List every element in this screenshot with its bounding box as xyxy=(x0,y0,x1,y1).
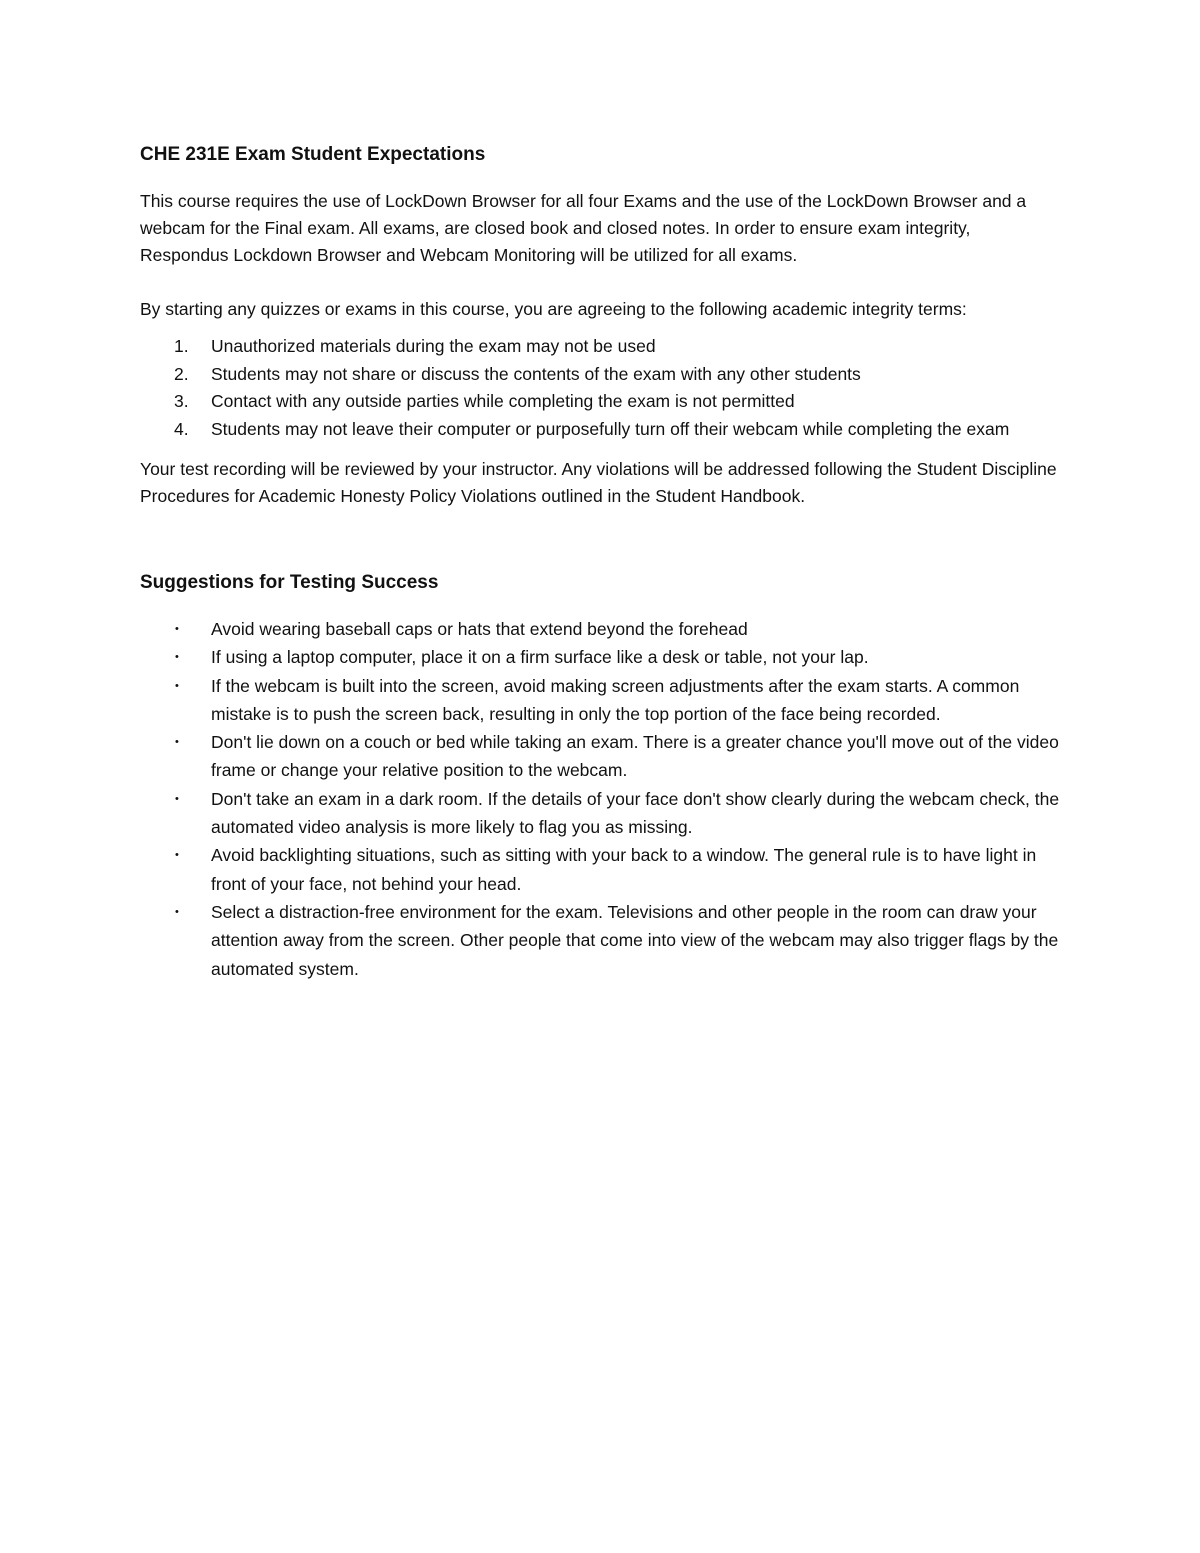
list-item xyxy=(140,615,1060,643)
suggestions-list xyxy=(140,615,1060,983)
list-item-text: Contact with any outside parties while completing the exam is not permitted xyxy=(211,391,795,411)
list-item-text: Don't lie down on a couch or bed while taking an exam. There is a greater chance you'll move out of the video frame or change your relative position to the webcam. xyxy=(211,732,1059,781)
list-item-text: Students may not share or discuss the contents of the exam with any other students xyxy=(211,363,861,384)
list-item xyxy=(140,728,1060,785)
bullet-icon: • xyxy=(175,736,179,749)
list-item-text: Students may not leave their computer or purposefully turn off their webcam while completing the exam xyxy=(211,418,1010,439)
list-item-text: If using a laptop computer, place it on a firm surface like a desk or table, not your lap. xyxy=(211,647,869,668)
list-item xyxy=(140,416,1060,444)
bullet-icon: • xyxy=(175,623,179,635)
review-notice-paragraph: Your test recording will be reviewed by your instructor. Any violations will be addressed following the Student Discipline Procedures for Academic Honesty Policy Violations outlined in the Student Handbook. xyxy=(140,459,1057,506)
list-item xyxy=(140,643,1060,671)
list-item xyxy=(140,898,1060,983)
list-item-text: Avoid wearing baseball caps or hats that extend beyond the forehead xyxy=(211,619,748,639)
list-item xyxy=(140,361,1060,389)
list-number: 1. xyxy=(174,336,189,356)
list-item-text: Select a distraction-free environment for the exam. Televisions and other people in the room can draw your attention away from the screen. Other people that come into view of the webcam may also trigger flags by the automated system. xyxy=(211,901,1059,979)
list-number: 4. xyxy=(174,418,189,439)
intro-paragraph: This course requires the use of LockDown Browser for all four Exams and the use of the LockDown Browser and a webcam for the Final exam. All exams, are closed book and closed notes. In order to ensure exam integrity, Respondus Lockdown Browser and Webcam Monitoring will be utilized for all exams. xyxy=(140,191,1027,265)
list-item-text: Avoid backlighting situations, such as sitting with your back to a window. The general rule is to have light in front of your face, not behind your head. xyxy=(211,845,1037,894)
list-item xyxy=(140,841,1060,898)
bullet-icon: • xyxy=(175,849,179,862)
document-title: CHE 231E Exam Student Expectations xyxy=(140,144,486,165)
agreement-paragraph: By starting any quizzes or exams in this course, you are agreeing to the following academic integrity terms: xyxy=(140,299,967,319)
suggestions-heading: Suggestions for Testing Success xyxy=(140,572,439,593)
list-item-text: Unauthorized materials during the exam may not be used xyxy=(211,336,656,356)
list-item-text: Don't take an exam in a dark room. If the details of your face don't show clearly during the webcam check, the automated video analysis is more likely to flag you as missing. xyxy=(211,788,1060,838)
list-item xyxy=(140,672,1060,729)
list-item-text: If the webcam is built into the screen, avoid making screen adjustments after the exam starts. A common mistake is to push the screen back, resulting in only the top portion of the face being recorded. xyxy=(211,675,1020,724)
list-number: 2. xyxy=(174,363,189,384)
bullet-icon: • xyxy=(175,792,179,805)
integrity-terms-list xyxy=(140,333,1060,443)
bullet-icon: • xyxy=(175,905,179,918)
bullet-icon: • xyxy=(175,651,179,664)
list-item xyxy=(140,785,1060,842)
bullet-icon: • xyxy=(175,679,179,692)
list-number: 3. xyxy=(174,391,189,411)
document-page xyxy=(140,140,1060,983)
list-item xyxy=(140,333,1060,361)
list-item xyxy=(140,388,1060,416)
